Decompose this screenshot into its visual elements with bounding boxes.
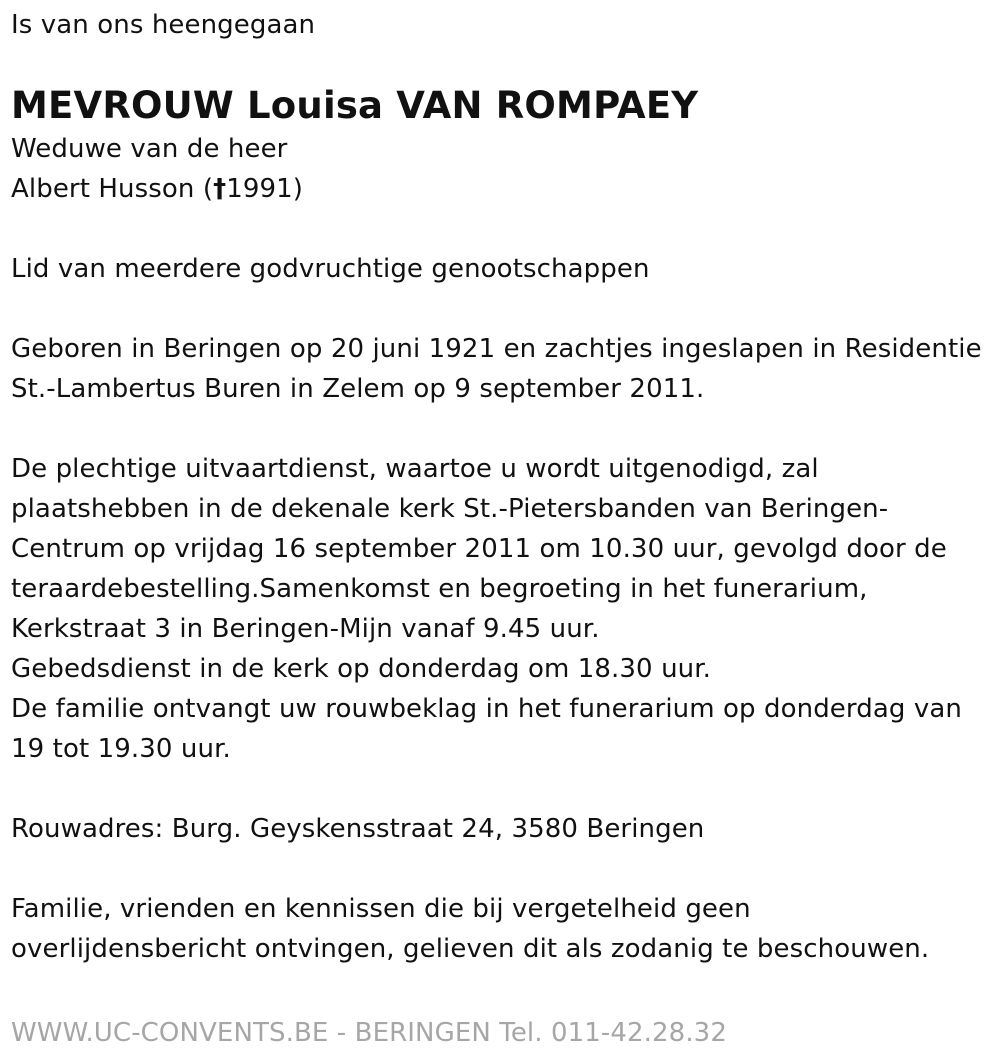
intro-text: Is van ons heengegaan [11,10,316,40]
paragraph-line: Gebedsdienst in de kerk op donderdag om 18.30 uur. [11,654,711,684]
spacer [11,849,991,889]
ceremony-paragraph [11,449,991,769]
spouse-name: Albert Husson ( [11,174,214,204]
paragraph-line: De familie ontvangt uw rouwbeklag in het funerarium op donderdag van [11,694,962,724]
paragraph-line: overlijdensbericht ontvingen, gelieven dit als zodanig te beschouwen. [11,934,930,964]
spouse-line-2 [11,169,991,209]
spacer [11,289,991,329]
paragraph-line: De plechtige uitvaartdienst, waartoe u wordt uitgenodigd, zal [11,454,819,484]
paragraph-line: Geboren in Beringen op 20 juni 1921 en zachtjes ingeslapen in Residentie [11,334,982,364]
birth-death-paragraph [11,329,991,409]
paragraph-line: Centrum op vrijdag 16 september 2011 om 10.30 uur, gevolgd door de [11,534,947,564]
footer-contact: WWW.UC-CONVENTS.BE - BERINGEN Tel. 011-42.28.32 [11,1018,727,1048]
spouse-line-1: Weduwe van de heer [11,134,288,164]
paragraph-line: plaatshebben in de dekenale kerk St.-Pietersbanden van Beringen- [11,494,889,524]
membership-text: Lid van meerdere godvruchtige genootschappen [11,254,650,284]
spacer [11,209,991,249]
spouse-death-year: 1991) [226,174,303,204]
closing-paragraph [11,889,991,969]
obituary-notice [11,0,991,969]
deceased-name: MEVROUW Louisa VAN ROMPAEY [11,84,699,127]
cross-icon: † [213,174,227,204]
paragraph-line: St.-Lambertus Buren in Zelem op 9 september 2011. [11,374,705,404]
paragraph-line: 19 tot 19.30 uur. [11,734,231,764]
paragraph-line: Familie, vrienden en kennissen die bij vergetelheid geen [11,894,751,924]
spacer [11,409,991,449]
paragraph-line: Kerkstraat 3 in Beringen-Mijn vanaf 9.45 uur. [11,614,600,644]
spacer [11,769,991,809]
mourning-address: Rouwadres: Burg. Geyskensstraat 24, 3580 Beringen [11,814,705,844]
paragraph-line: teraardebestelling.Samenkomst en begroeting in het funerarium, [11,574,868,604]
